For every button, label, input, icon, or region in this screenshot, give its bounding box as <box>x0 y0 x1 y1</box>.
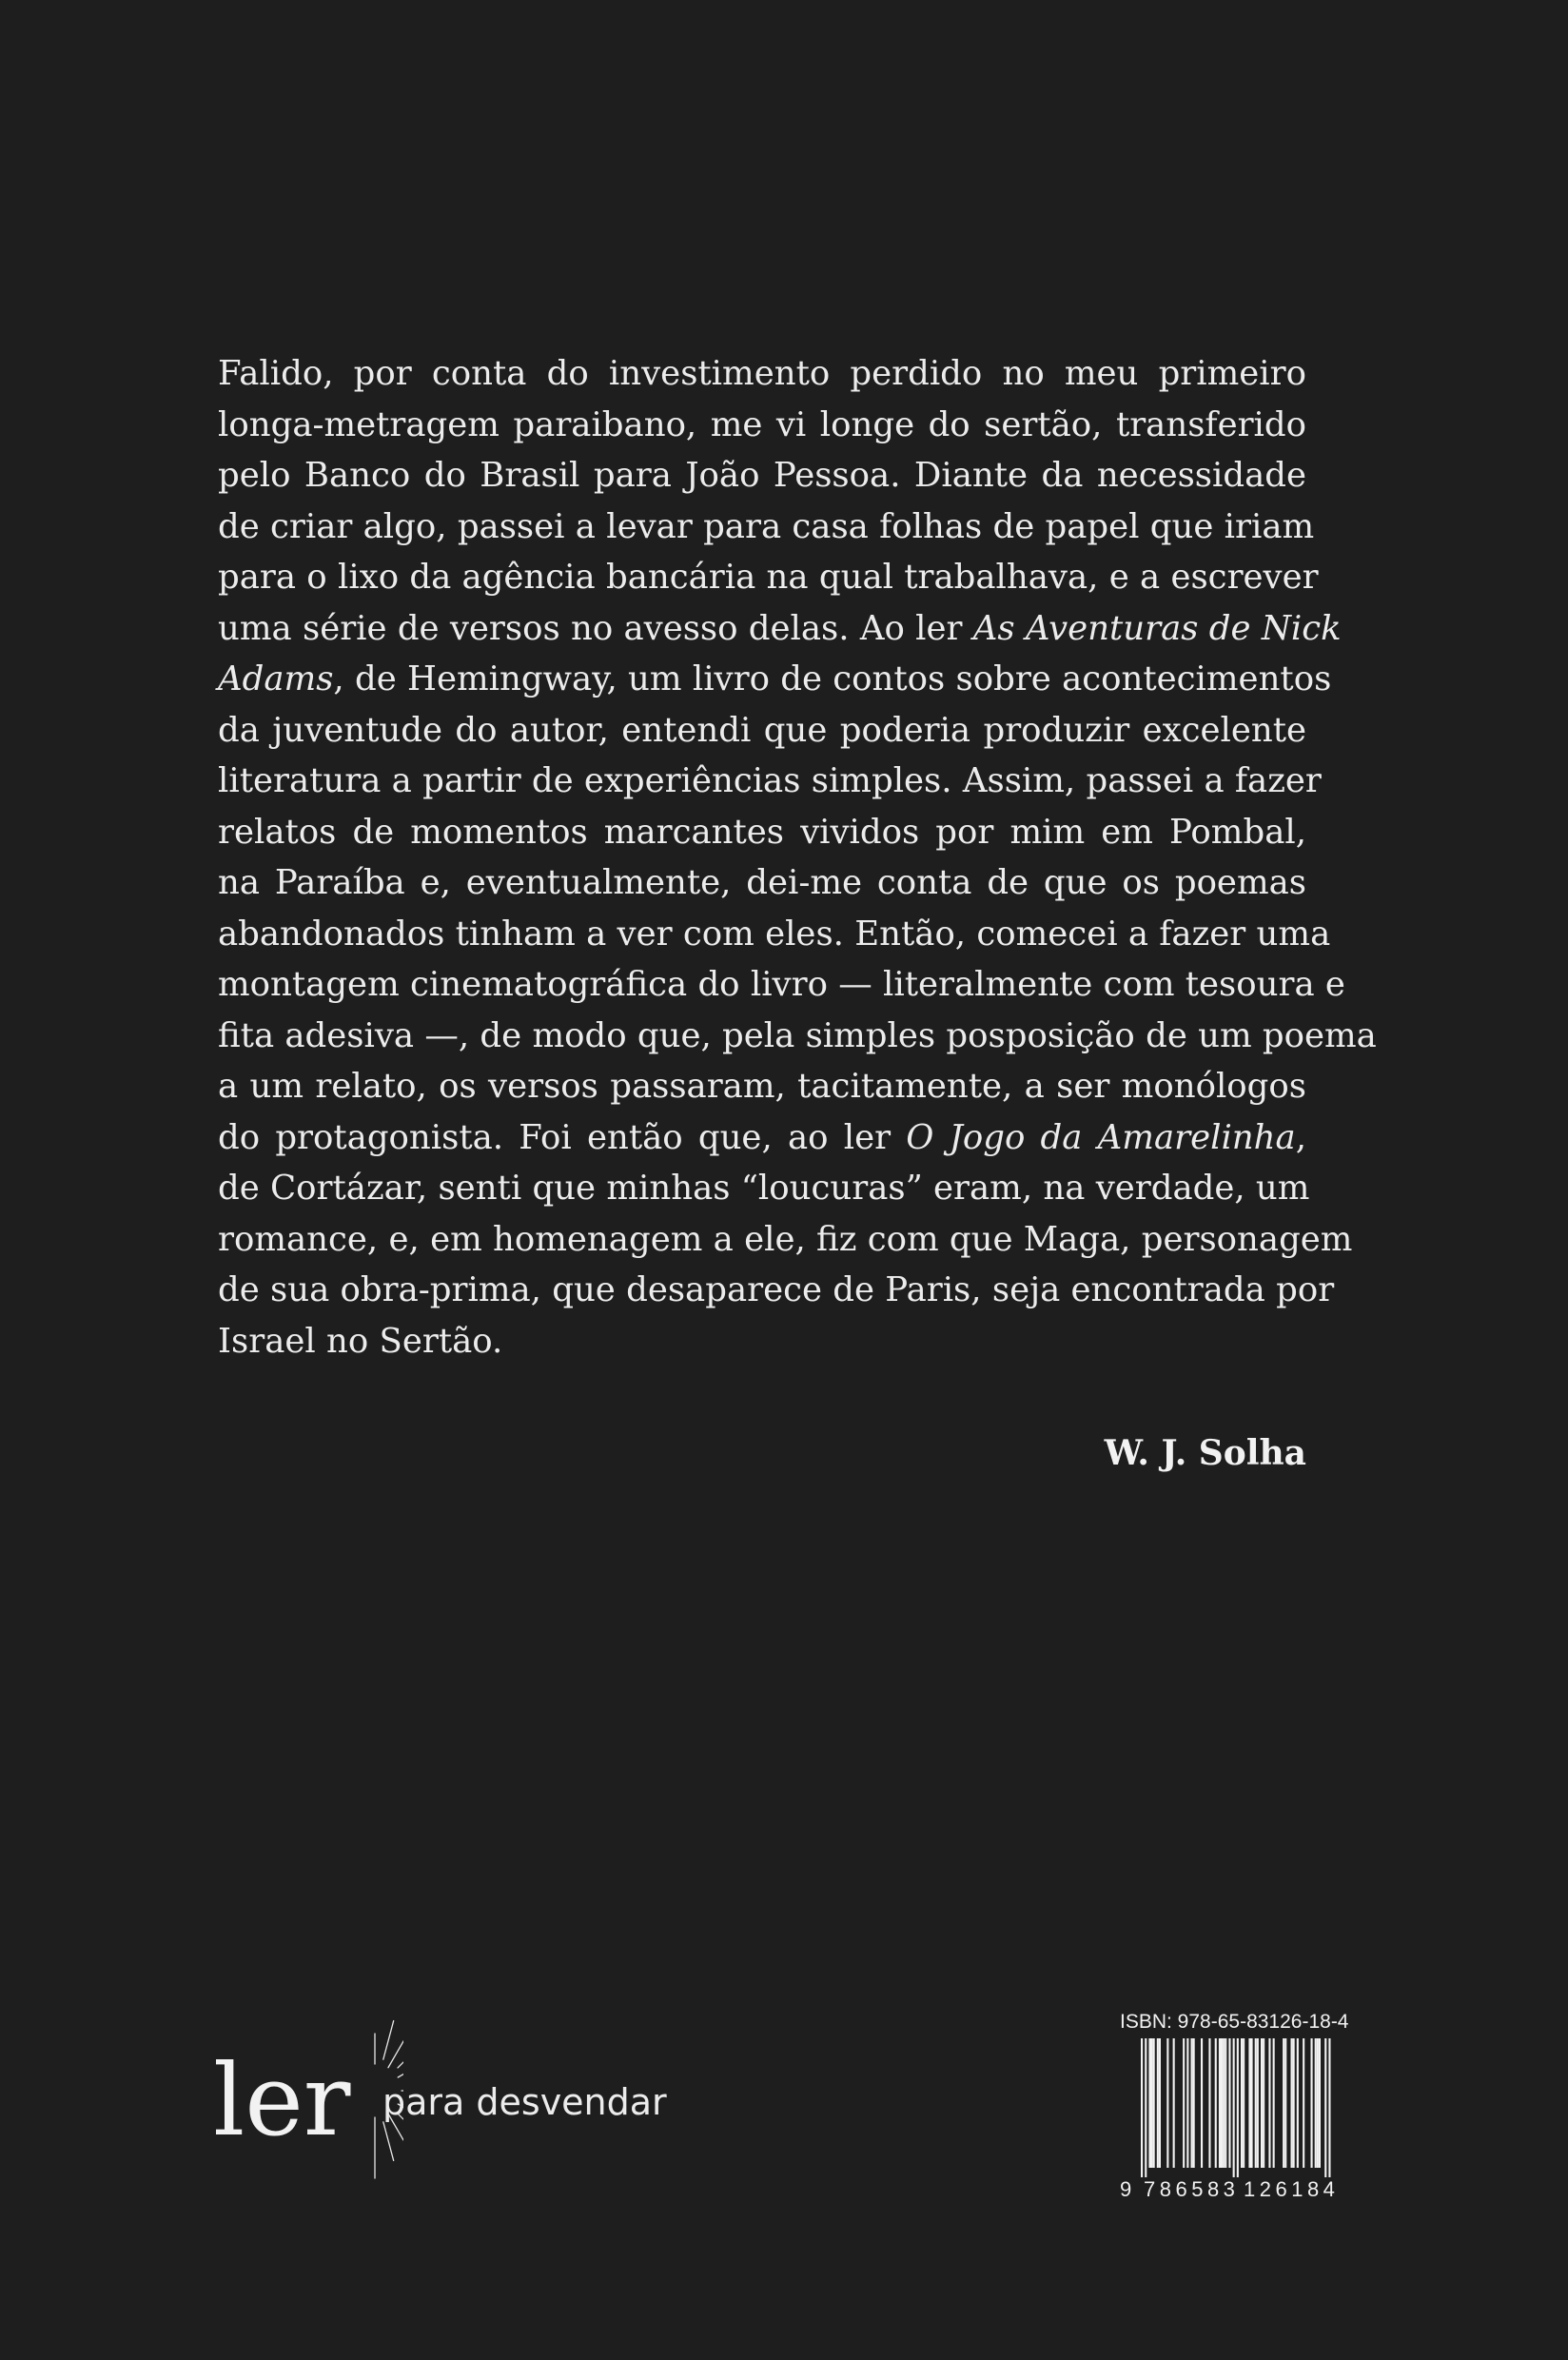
blurb-segment: abandonados tinham a ver com eles. Então, comecei a fazer uma <box>218 914 1331 954</box>
blurb-segment: montagem cinematográfica do livro — literalmente com tesoura e <box>218 965 1345 1004</box>
barcode-bar <box>1257 2038 1259 2168</box>
blurb-segment: do protagonista. Foi então que, ao ler <box>218 1117 907 1157</box>
barcode-bar <box>1324 2038 1326 2177</box>
blurb-line <box>218 450 1306 502</box>
barcode-bar <box>1243 2038 1245 2168</box>
barcode-bar <box>1273 2038 1275 2168</box>
barcode-bar <box>1291 2038 1293 2168</box>
barcode-bar <box>1233 2038 1235 2177</box>
blurb-segment: , <box>1295 1117 1306 1157</box>
barcode-digit-group-left: 786583 <box>1144 2177 1240 2201</box>
barcode-bar <box>1141 2038 1143 2177</box>
publisher-logo-mark: ler <box>213 2042 351 2158</box>
blurb-segment: na Paraíba e, eventualmente, dei-me conta de que os poemas <box>218 863 1306 902</box>
blurb-segment: Falido, por conta do investimento perdido no meu primeiro <box>218 354 1306 393</box>
sunburst-ray <box>383 2122 394 2161</box>
blurb-line <box>218 348 1306 400</box>
blurb-line <box>218 1011 1377 1062</box>
barcode-digit-group-right: 126184 <box>1244 2177 1340 2201</box>
barcode-bar <box>1303 2038 1304 2168</box>
barcode-bar <box>1293 2038 1295 2168</box>
barcode-bar <box>1315 2038 1317 2168</box>
barcode-bar <box>1191 2038 1193 2168</box>
barcode-bars <box>1120 2038 1348 2177</box>
blurb-segment: de criar algo, passei a levar para casa folhas de papel que iriam <box>218 506 1315 546</box>
barcode-bar <box>1241 2038 1243 2168</box>
barcode-bar <box>1153 2038 1155 2168</box>
barcode-bar <box>1221 2038 1223 2168</box>
barcode-bar <box>1186 2038 1188 2168</box>
barcode-bar <box>1145 2038 1147 2177</box>
blurb-line <box>218 756 1322 807</box>
blurb-segment: , de Hemingway, um livro de contos sobre acontecimentos <box>333 659 1332 698</box>
blurb-line <box>218 1163 1310 1214</box>
blurb-segment: da juventude do autor, entendi que poderia produzir excelente <box>218 710 1306 750</box>
blurb-line <box>218 857 1306 909</box>
barcode-bar <box>1183 2038 1185 2168</box>
blurb-line <box>218 654 1332 705</box>
blurb-segment: relatos de momentos marcantes vividos por mim em Pombal, <box>218 812 1306 852</box>
publisher-logo <box>213 1994 667 2184</box>
blurb-segment: fita adesiva —, de modo que, pela simples posposição de um poema <box>218 1015 1377 1055</box>
barcode-bar <box>1317 2038 1319 2168</box>
barcode-bar <box>1215 2038 1217 2168</box>
blurb-text <box>218 348 1377 1367</box>
barcode-bar <box>1148 2038 1150 2168</box>
barcode-bar <box>1173 2038 1175 2168</box>
blurb-segment: para o lixo da agência bancária na qual trabalhava, e a escrever <box>218 558 1319 597</box>
barcode-digit-first: 9 <box>1120 2177 1132 2201</box>
blurb-line <box>218 603 1342 655</box>
barcode-bar <box>1237 2038 1239 2177</box>
barcode-bar <box>1151 2038 1153 2168</box>
barcode-bar <box>1228 2038 1230 2168</box>
barcode-bar <box>1248 2038 1250 2168</box>
blurb-segment: literatura a partir de experiências simples. Assim, passei a fazer <box>218 761 1322 800</box>
blurb-line <box>218 1214 1353 1266</box>
blurb-line <box>218 1112 1306 1164</box>
barcode-bar <box>1251 2038 1253 2168</box>
barcode-bar <box>1166 2038 1168 2168</box>
sunburst-ray <box>388 2015 403 2067</box>
blurb-line <box>218 502 1315 553</box>
blurb-line <box>218 1061 1306 1112</box>
blurb-line <box>218 807 1306 858</box>
blurb-segment: romance, e, em homenagem a ele, fiz com que Maga, personagem <box>218 1219 1353 1259</box>
barcode-bar <box>1261 2038 1263 2168</box>
publisher-logo-tagline: para desvendar <box>382 2081 667 2123</box>
blurb-segment: longa-metragem paraibano, me vi longe do sertão, transferido <box>218 404 1306 444</box>
barcode-bar <box>1193 2038 1195 2168</box>
isbn-label: ISBN: 978-65-83126-18-4 <box>1120 2011 1349 2033</box>
barcode-bar <box>1159 2038 1161 2168</box>
barcode-bar <box>1319 2038 1321 2168</box>
blurb-line <box>218 1265 1335 1316</box>
blurb-segment: a um relato, os versos passaram, tacitamente, a ser monólogos <box>218 1067 1306 1106</box>
blurb-line <box>218 909 1331 960</box>
barcode-bar <box>1263 2038 1264 2168</box>
blurb-italic-title: Adams <box>218 659 334 698</box>
barcode-bar <box>1201 2038 1203 2168</box>
barcode-bar <box>1283 2038 1284 2168</box>
barcode-bar <box>1268 2038 1270 2168</box>
blurb-italic-title: As Aventuras de Nick <box>972 608 1342 648</box>
blurb-segment: uma série de versos no avesso delas. Ao ler <box>218 608 973 648</box>
barcode-bar <box>1297 2038 1299 2168</box>
barcode-bar <box>1157 2038 1159 2168</box>
barcode-bar <box>1328 2038 1330 2177</box>
isbn-barcode <box>1120 2010 1348 2200</box>
sunburst-ray <box>383 2021 394 2060</box>
barcode-bar <box>1223 2038 1225 2168</box>
blurb-line <box>218 400 1306 451</box>
blurb-segment: Israel no Sertão. <box>218 1321 503 1361</box>
barcode-bar <box>1284 2038 1286 2168</box>
barcode-bar <box>1311 2038 1313 2168</box>
barcode-bar <box>1208 2038 1210 2168</box>
barcode-bar <box>1219 2038 1221 2168</box>
blurb-segment: de Cortázar, senti que minhas “loucuras” eram, na verdade, um <box>218 1169 1310 1208</box>
blurb-italic-title: O Jogo da Amarelinha <box>906 1117 1296 1157</box>
barcode-bar <box>1225 2038 1226 2168</box>
blurb-line <box>218 552 1319 603</box>
blurb-segment: de sua obra-prima, que desaparece de Paris, seja encontrada por <box>218 1270 1335 1309</box>
blurb-line <box>218 705 1306 757</box>
blurb-segment: pelo Banco do Brasil para João Pessoa. Diante da necessidade <box>218 456 1306 495</box>
blurb-line <box>218 959 1345 1011</box>
author-signature: W. J. Solha <box>1104 1433 1306 1473</box>
barcode-bar <box>1255 2038 1257 2168</box>
blurb-line <box>218 1316 1306 1367</box>
